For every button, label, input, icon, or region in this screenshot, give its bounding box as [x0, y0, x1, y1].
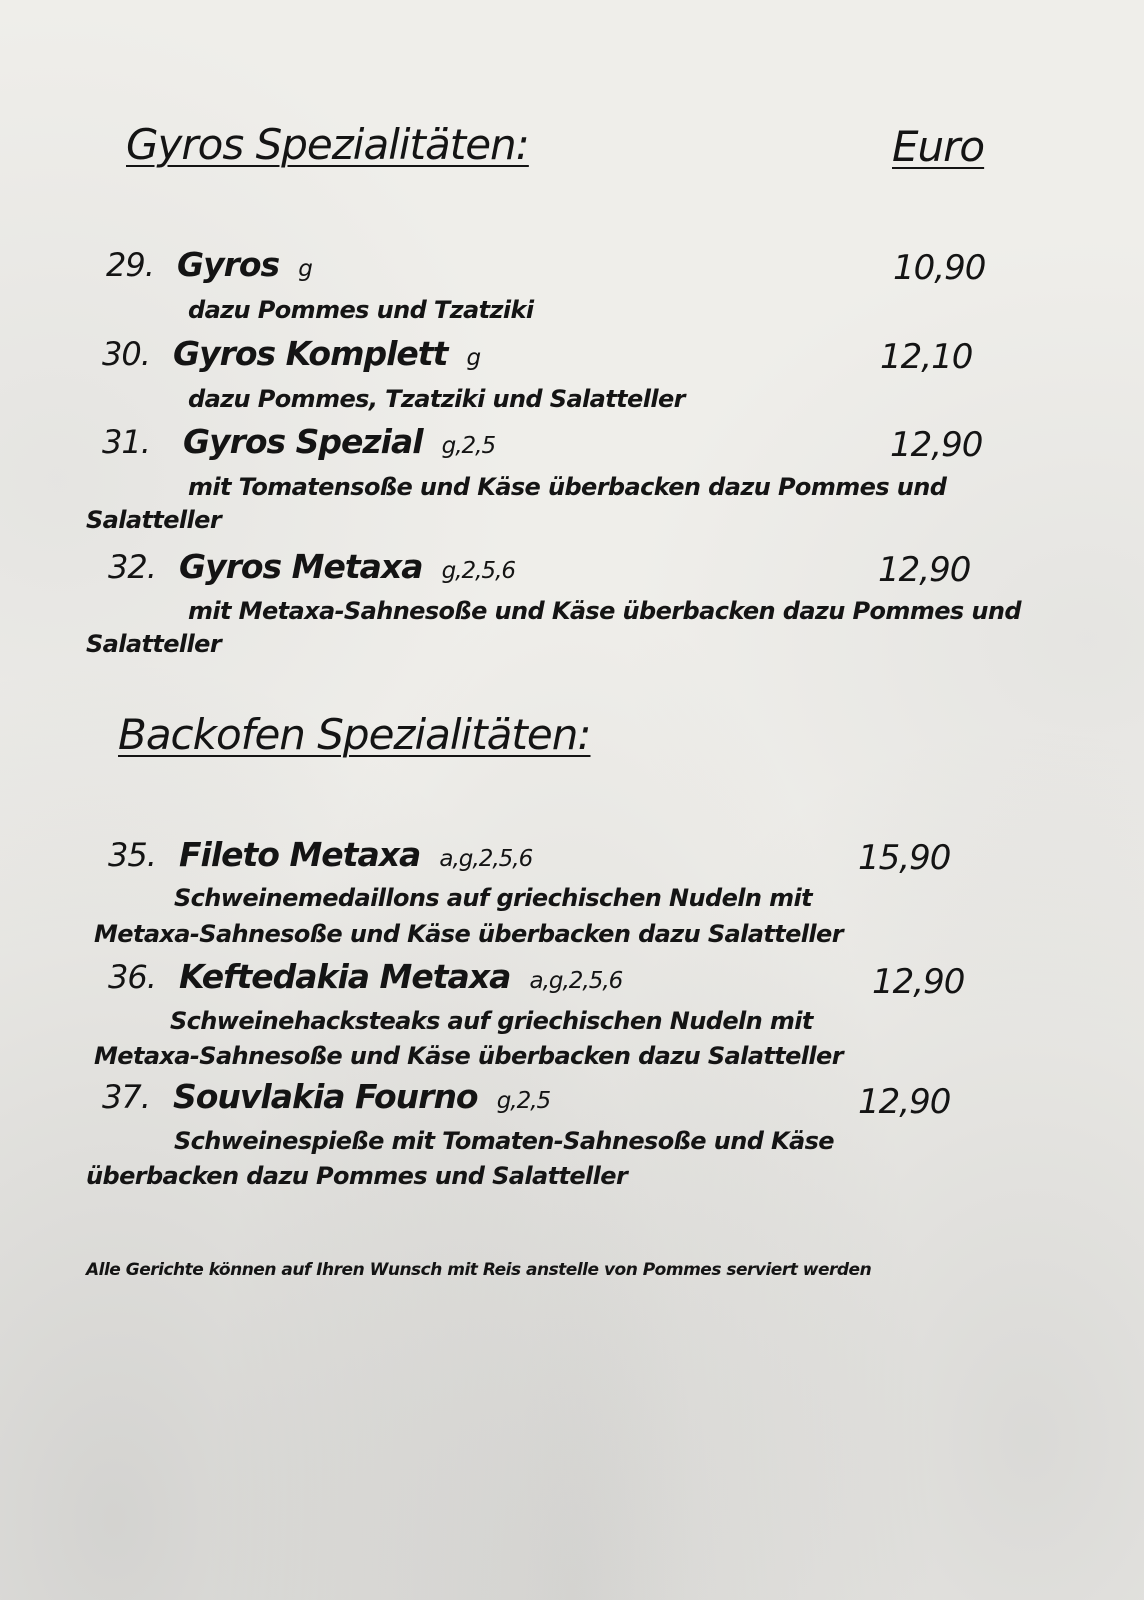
- menu-item-30: [102, 334, 480, 373]
- item-description-cont: Salatteller: [86, 506, 222, 534]
- item-description: Schweinemedaillons auf griechischen Nudeln mit: [174, 884, 813, 912]
- item-name: Keftedakia Metaxa: [178, 957, 511, 996]
- item-description: Schweinehacksteaks auf griechischen Nudeln mit: [170, 1007, 813, 1035]
- item-allergens: a,g,2,5,6: [439, 846, 533, 872]
- item-number: 37.: [102, 1078, 150, 1116]
- item-number: 31.: [102, 423, 150, 461]
- item-allergens: a,g,2,5,6: [529, 968, 623, 994]
- menu-item-31: [102, 422, 495, 461]
- menu-item-37: [102, 1077, 550, 1116]
- section-title-backofen: Backofen Spezialitäten:: [118, 710, 591, 759]
- item-description-cont: Salatteller: [86, 630, 222, 658]
- item-allergens: g: [298, 256, 312, 282]
- item-description-cont: Metaxa-Sahnesoße und Käse überbacken dazu Salatteller: [94, 920, 843, 948]
- menu-item-29: [106, 245, 312, 284]
- item-description: dazu Pommes, Tzatziki und Salatteller: [188, 385, 685, 413]
- footnote: Alle Gerichte können auf Ihren Wunsch mit Reis anstelle von Pommes serviert werden: [86, 1260, 872, 1280]
- item-number: 35.: [108, 836, 156, 874]
- section-title-gyros: Gyros Spezialitäten:: [126, 120, 529, 169]
- item-allergens: g,2,5: [496, 1088, 551, 1114]
- item-price: 12,90: [878, 550, 971, 590]
- item-name: Gyros Metaxa: [178, 547, 423, 586]
- item-description: Schweinespieße mit Tomaten-Sahnesoße und Käse: [174, 1127, 834, 1155]
- item-description: mit Metaxa-Sahnesoße und Käse überbacken dazu Pommes und: [188, 597, 1021, 625]
- item-number: 29.: [106, 246, 154, 284]
- item-name: Gyros: [176, 245, 280, 284]
- item-name: Gyros Komplett: [172, 334, 448, 373]
- item-number: 30.: [102, 335, 150, 373]
- item-allergens: g: [466, 345, 481, 371]
- price-column-header: Euro: [892, 122, 985, 171]
- item-name: Gyros Spezial: [182, 422, 423, 461]
- menu-item-36: [108, 957, 622, 996]
- item-name: Souvlakia Fourno: [172, 1077, 478, 1116]
- item-price: 12,10: [880, 337, 973, 377]
- menu-item-35: [108, 835, 532, 874]
- item-name: Fileto Metaxa: [178, 835, 421, 874]
- item-number: 36.: [108, 958, 156, 996]
- item-number: 32.: [108, 548, 156, 586]
- item-description-cont: überbacken dazu Pommes und Salatteller: [86, 1162, 628, 1190]
- item-price: 10,90: [893, 248, 986, 288]
- item-allergens: g,2,5: [441, 433, 496, 459]
- item-description: dazu Pommes und Tzatziki: [188, 296, 534, 324]
- item-description-cont: Metaxa-Sahnesoße und Käse überbacken dazu Salatteller: [94, 1042, 843, 1070]
- item-price: 15,90: [858, 838, 951, 878]
- item-price: 12,90: [858, 1082, 951, 1122]
- item-price: 12,90: [890, 425, 983, 465]
- item-description: mit Tomatensoße und Käse überbacken dazu Pommes und: [188, 473, 947, 501]
- item-allergens: g,2,5,6: [441, 558, 516, 584]
- item-price: 12,90: [872, 962, 965, 1002]
- menu-item-32: [108, 547, 515, 586]
